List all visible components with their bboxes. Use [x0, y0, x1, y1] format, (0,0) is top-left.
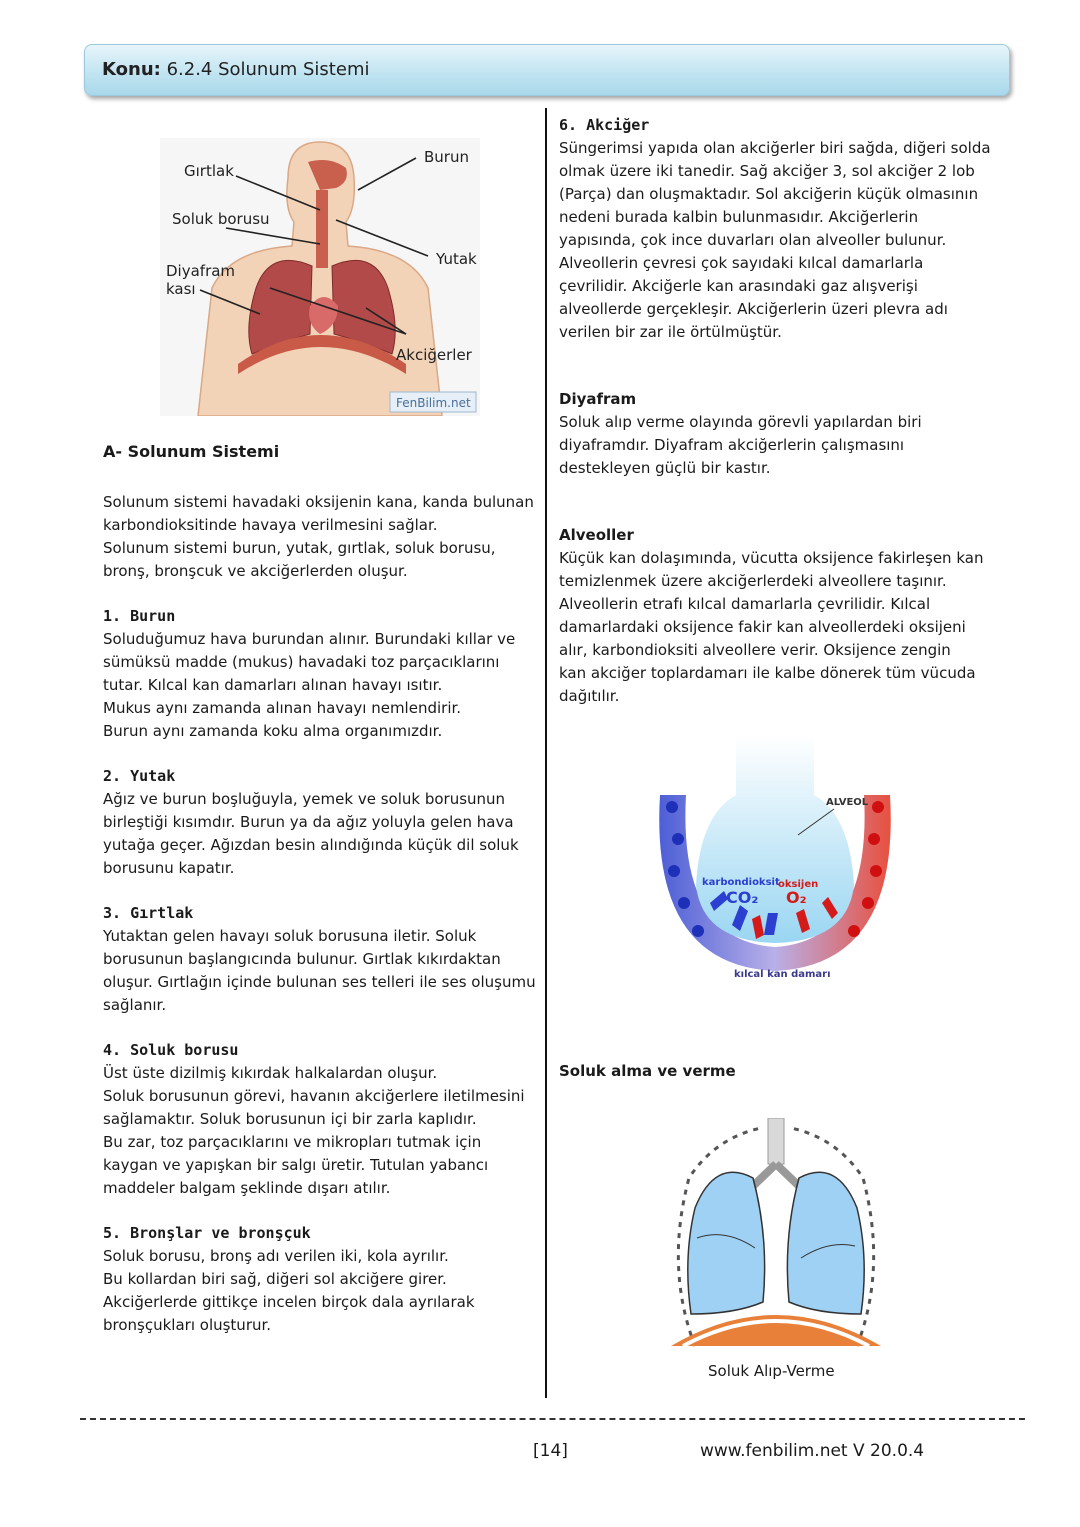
left-column: [103, 440, 543, 1337]
yutak-text: Ağız ve burun boşluğuyla, yemek ve soluk borusunun birleştiği kısımdır. Burun ya da ağız yoluyla gelen hava yutağa geçer. Ağızdan besin alındığında küçük dil soluk borusunu kapatır.: [103, 790, 519, 877]
soluk-section: [559, 1060, 999, 1083]
breathing-caption: Soluk Alıp-Verme: [708, 1362, 835, 1380]
label-o2: O₂: [786, 888, 807, 907]
topic-label: Konu:: [102, 59, 161, 80]
label-diyafram-kasi: kası: [166, 280, 196, 298]
diyafram-text: Soluk alıp verme olayında görevli yapılardan biri diyaframdır. Diyafram akciğerlerin çalışmasını destekleyen güçlü bir kastır.: [559, 413, 922, 477]
soluk-borusu-title: 4. Soluk borusu: [103, 1041, 239, 1059]
label-girtlak: Gırtlak: [184, 162, 234, 180]
akciger-title: 6. Akciğer: [559, 116, 650, 134]
topic-name: 6.2.4 Solunum Sistemi: [166, 59, 370, 80]
respiratory-system-figure: [160, 138, 480, 416]
diyafram-title: Diyafram: [559, 390, 637, 408]
footer-divider: [80, 1418, 1025, 1420]
label-alveol: ALVEOL: [826, 797, 869, 808]
yutak-title: 2. Yutak: [103, 767, 176, 785]
akciger-section: [559, 114, 999, 344]
alveoller-text: Küçük kan dolaşımında, vücutta oksijence fakirleşen kan temizlenmek üzere akciğerlerdeki alveollere taşınır. Alveollerin etrafı kılcal damarlarla çevrilidir. Kılcal damarlardaki oksijence fakir kan alveollerdeki oksijeni alır, karbondioksiti alveollere verir. Oksijence zengin kan akciğer toplardamarı ile kalbe dönerek tüm vücuda dağıtılır.: [559, 549, 984, 705]
bronslar-text: Soluk borusu, bronş adı verilen iki, kola ayrılır. Bu kollardan biri sağ, diğeri sol akciğere girer. Akciğerlerde gittikçe incelen birçok dala ayrılarak bronşçukları oluşturur.: [103, 1247, 475, 1334]
soluk-borusu-text: Üst üste dizilmiş kıkırdak halkalardan oluşur. Soluk borusunun görevi, havanın akciğerlere iletilmesini sağlamaktır. Soluk borusunun içi bir zarla kaplıdır. Bu zar, toz parçacıklarını ve mikropları tutmak için kaygan ve yapışkan bir salgı üretir. Tutulan yabancı maddeler balgam şeklinde dışarı atılır.: [103, 1064, 525, 1197]
site-version: www.fenbilim.net V 20.0.4: [700, 1441, 925, 1461]
section-a-title: A- Solunum Sistemi: [103, 442, 280, 461]
label-co2: CO₂: [726, 888, 759, 907]
soluk-title: Soluk alma ve verme: [559, 1062, 736, 1080]
topic-banner: [84, 44, 1010, 96]
akciger-text: Süngerimsi yapıda olan akciğerler biri sağda, diğeri solda olmak üzere iki tanedir. Sağ akciğer 3, sol akciğer 2 lob (Parça) dan oluşmaktadır. Sol akciğerin küçük olmasının nedeni burada kalbin bulunmasıdır. Akciğerlerin yapısında, çok ince duvarları olan alveoller bulunur. Alveollerin çevresi çok sayıdaki kılcal damarlarla çevrilidir. Akciğerle kan arasındaki gaz alışverişi alveollerde gerçekleşir. Akciğerlerin üzeri plevra adı verilen bir zar ile örtülmüştür.: [559, 139, 991, 341]
girtlak-text: Yutaktan gelen havayı soluk borusuna iletir. Soluk borusunun başlangıcında bulunur. Gırtlak kıkırdaktan oluşur. Gırtlağın içinde bulunan ses telleri ile ses oluşumu sağlanır.: [103, 927, 536, 1014]
girtlak-title: 3. Gırtlak: [103, 904, 194, 922]
topic-title: [102, 59, 369, 80]
label-burun: Burun: [424, 148, 469, 166]
burun-text: Soluduğumuz hava burundan alınır. Burundaki kıllar ve sümüksü madde (mukus) havadaki toz parçacıklarını tutar. Kılcal kan damarları alınan havayı ısıtır. Mukus aynı zamanda alınan havayı nemlendirir. Burun aynı zamanda koku alma organımızdır.: [103, 630, 516, 740]
alveoller-section: [559, 524, 999, 708]
label-akcigerler: Akciğerler: [396, 346, 472, 364]
diyafram-section: [559, 388, 999, 480]
watermark-logo: FenBilim.net: [396, 396, 471, 410]
label-diyafram: Diyafram: [166, 262, 236, 280]
label-kilcal-kan-damari: kılcal kan damarı: [734, 969, 831, 980]
label-oksijen: oksijen: [778, 879, 819, 890]
bronslar-title: 5. Bronşlar ve bronşçuk: [103, 1224, 311, 1242]
label-soluk-borusu: Soluk borusu: [172, 210, 270, 228]
breathing-figure: [665, 1118, 887, 1348]
burun-title: 1. Burun: [103, 607, 176, 625]
label-yutak: Yutak: [436, 250, 477, 268]
label-karbondioksit: karbondioksit: [702, 877, 780, 888]
column-divider: [545, 108, 547, 1398]
alveoller-title: Alveoller: [559, 526, 634, 544]
page-number: [14]: [533, 1441, 568, 1461]
alveolus-figure: [640, 735, 910, 985]
section-a-intro: Solunum sistemi havadaki oksijenin kana, kanda bulunan karbondioksitinde havaya verilmesini sağlar. Solunum sistemi burun, yutak, gırtlak, soluk borusu, bronş, bronşcuk ve akciğerlerden oluşur.: [103, 493, 534, 580]
